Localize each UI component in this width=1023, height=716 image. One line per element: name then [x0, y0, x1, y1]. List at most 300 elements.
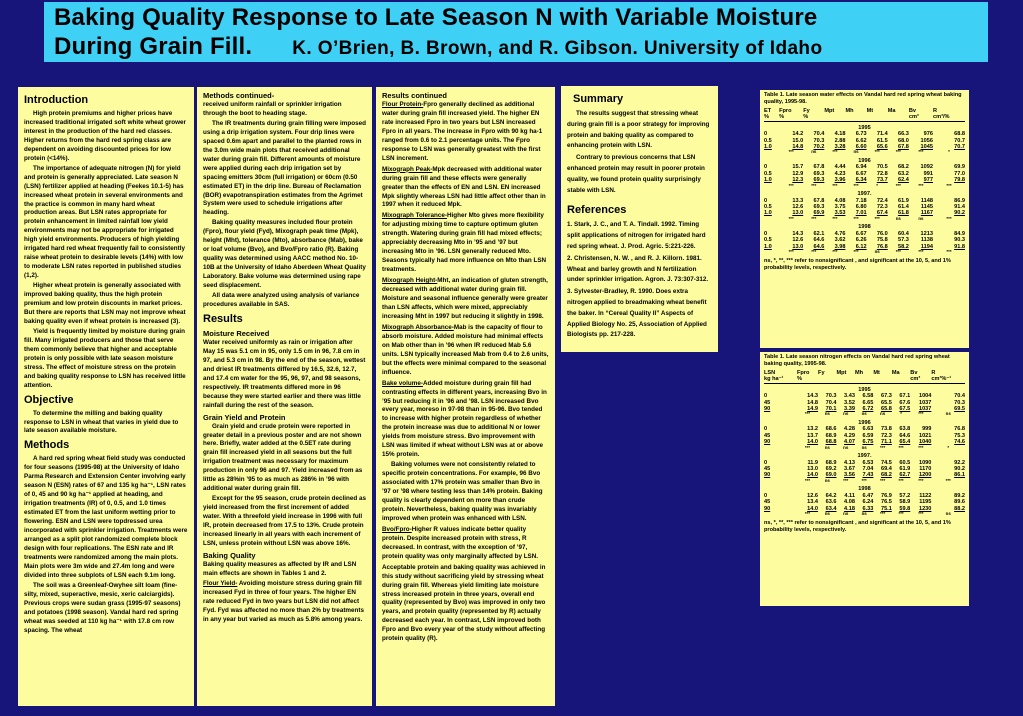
table-cell: 70.3 [813, 137, 825, 144]
table-cell: *** [895, 149, 901, 155]
table-cell: 68.2 [880, 472, 892, 479]
table-cell: ns [824, 411, 830, 417]
table-units-row [764, 114, 965, 121]
table-cell: Mh [845, 108, 854, 114]
table-cell: 6.47 [862, 492, 874, 499]
table-cell: 3.67 [844, 466, 855, 473]
mixograph-height-text: Mht, an indication of gluten strength, decreased with additional water during grain fill. Moisture and seasonal influence generally were greater than LSN affects, which were mixed, appreciably increasing Mht in 1997 but reducing it slightly in 1998. [382, 277, 548, 320]
table-cell: 12.6 [792, 204, 804, 211]
table-cell: 62.1 [813, 230, 825, 237]
flour-yield-label: Flour Yield- [203, 579, 238, 587]
table-cell: kg ha⁻¹ [764, 376, 797, 383]
intro-paragraph: Yield is frequently limited by moisture during grain fill. Many irrigated producers and those that serve them commonly believe that higher and acceptable protein is only possible with late season moisture stress. The effect of moisture stress on the protein and baking quality response to LSN has received little attention. [24, 327, 186, 389]
table-cell: ns [843, 511, 849, 517]
table-cell: 14.3 [792, 230, 804, 237]
table-cell: 70.3 [825, 393, 837, 400]
table-cell: 67.8 [897, 144, 909, 151]
table-cell: 4.08 [834, 197, 846, 204]
table1-note: ns, *, **, *** refer to nonsignificant , and significant at the 10, 5, and 1% probability levels, respectively. [764, 257, 951, 271]
intro-paragraph: The importance of adequate nitrogen (N) for yield and protein is generally appreciated. Late season N (LSN) fertilizer applied at heading (Feekes 10.1-5) has increased wheat protein in several environments and the practice is common in many hard wheat production areas. But LSN rates appropriate for protein enhancement in limited rainfall low yield environments may not be appropriate for irrigated high yield environments. Producers of high yielding irrigated hard red wheat frequently fail to consistently raise wheat protein to desirable levels (14%) with low to moderate LSN rates reported in published studies (1,2). [24, 164, 185, 280]
results-paragraph: Baking quality measures as affected by IR and LSN main effects are shown in Tables 1 and 2. [203, 560, 357, 577]
table-cell: 72.8 [876, 170, 888, 177]
table-cell: 4.13 [844, 459, 855, 466]
table-cell: *** [874, 215, 880, 221]
table-cell: ET [764, 108, 772, 114]
table-cell: 6.67 [855, 170, 867, 177]
results-paragraph [382, 101, 549, 164]
table-cell: 1037 [918, 399, 932, 406]
table-cell: *** [832, 249, 838, 255]
table-cell: 1.0 [764, 243, 772, 250]
table-cell: 3.75 [834, 204, 846, 211]
table-cell: * [947, 444, 950, 450]
table-cell: 70.4 [954, 393, 965, 400]
table-cell: *** [898, 511, 904, 517]
bvo-fpro-text: Higher R values indicate better quality protein. Despite increased protein with stress, R decreased. In contrast, with the exception of ’97, protein quality was only marginally affected by LSN. [382, 525, 539, 560]
table-cell: 0.5 [764, 204, 772, 211]
table-cell: 90.2 [954, 210, 965, 217]
table-cell [867, 114, 888, 121]
table-cell: 64.6 [813, 237, 825, 244]
table-cell: 0 [764, 197, 768, 204]
table-cell: cm³/% [933, 114, 965, 121]
table-year-row [764, 417, 965, 426]
table-cell: 0 [764, 426, 768, 433]
table-cell: 58.2 [897, 243, 909, 250]
table-cell: 14.3 [807, 393, 819, 400]
table-cell: Fpro [796, 370, 810, 376]
results-paragraph: Baking volumes were not consistently related to specific protein concentrations. For example, 96 Bvo associated with 17% protein was smaller than Bvo in ’97 or ’98 where testing less than 14% protein. Baking quality is clearly dependent on more than crude protein. Nevertheless, baking quality was invariably improved when protein was enhanced with LSN. [382, 461, 543, 522]
table-cell: cm³ [910, 376, 931, 383]
table-year-label: 1995 [858, 124, 871, 131]
intro-paragraph: High protein premiums and higher prices have increased traditional irrigated soft white wheat grower interest in the production of the hard red classes. Higher returns from the hard red spring class are dependent on avoiding discounted prices for low protein (<14%). [24, 110, 187, 162]
table-cell: 13.3 [792, 197, 804, 204]
mixograph-absorbance-text: Mab is the capacity of flour to absorb moisture. Added moisture had minimal effects on Mab other than in ’96 when IR reduced Mab 5.6 units. LSN typically increased Mab from 0.4 to 2.6 units, but the effects were minimal compared to the seasonal influence. [382, 323, 549, 376]
table-cell: ns [853, 149, 859, 155]
table-cell: *** [843, 477, 849, 483]
table-cell: *** [895, 182, 901, 188]
table-cell: ns [861, 511, 867, 517]
table-cell: 0 [764, 393, 768, 400]
table-cell: 6.65 [862, 399, 874, 406]
table-cell: 75.8 [876, 237, 888, 244]
table-significance-row [764, 250, 965, 255]
table-cell: 90 [764, 406, 771, 413]
table-cell: 45 [764, 432, 771, 439]
table-cell [824, 114, 845, 121]
table-cell: 4.07 [844, 439, 855, 446]
table-cell: ns [824, 477, 830, 483]
mixograph-peak-text: Mpk decreased with additional water during grain fill and these effects were generally greater than the effects of EN and LSN. EN increased Mpk slightly whereas LSN had little affect other than in 1997 when it reduced Mpk. [382, 165, 546, 209]
table-cell: Ma [891, 370, 900, 376]
table-cell [764, 250, 779, 255]
table-cell: ns [824, 511, 830, 517]
table-cell: Bv [910, 370, 918, 376]
table-cell: 13.7 [807, 432, 819, 439]
table-cell: 65.8 [880, 406, 892, 413]
table-cell: 89.2 [954, 492, 965, 499]
table-cell: *** [804, 511, 811, 517]
table-year-label: 1998 [858, 486, 871, 493]
table-cell: 13.2 [807, 426, 819, 433]
table-cell: 63.6 [825, 499, 837, 506]
table-cell: 1194 [920, 243, 933, 250]
table-cell: R [931, 370, 936, 376]
table-year-label: 1996 [858, 158, 871, 165]
table-cell: 70.3 [954, 399, 965, 406]
table-cell: 90.2 [954, 466, 965, 473]
table-cell: 6.34 [855, 177, 867, 184]
column-results-continued [376, 87, 555, 706]
table-cell: 3.98 [834, 243, 846, 250]
mixograph-absorbance-label: Mixograph Absorbance- [382, 323, 454, 331]
table-cell: *** [898, 444, 904, 450]
table-cell: 6.59 [862, 432, 874, 439]
table-cell: 59.8 [899, 505, 911, 512]
table-cell: 89.6 [954, 499, 965, 506]
table-cell: 3.96 [834, 177, 846, 184]
mixograph-tolerance-label: Mixograph Tolerance- [382, 212, 447, 220]
table-cell: Ma [887, 108, 896, 114]
table-cell: *** [946, 215, 952, 221]
table-cell: 0.5 [764, 237, 772, 244]
table-cell: 15.0 [792, 137, 804, 144]
table-cell: 6.94 [855, 164, 867, 171]
table-cell: 14.0 [807, 505, 819, 512]
references-heading: References [567, 204, 627, 217]
table-cell: *** [918, 477, 924, 483]
table-cell: 67.3 [880, 393, 892, 400]
table-year-row [764, 155, 965, 164]
table-cell: 4.11 [844, 492, 855, 499]
table-cell: 84.9 [954, 230, 965, 237]
table-cell: ns [874, 249, 880, 255]
table-cell: 1195 [919, 499, 932, 506]
table-cell: 45 [764, 399, 771, 406]
table-cell: 12.6 [792, 237, 804, 244]
table-cell: 1170 [919, 466, 932, 473]
table-year-label: 1996 [858, 420, 871, 427]
table-cell: 67.8 [813, 197, 825, 204]
table-cell: *** [874, 149, 880, 155]
results-paragraph [382, 277, 549, 322]
table-cell: 4.08 [844, 499, 855, 506]
table-cell: 68.0 [897, 137, 909, 144]
table-cell: 7.01 [855, 210, 867, 217]
table2-caption: Table 1. Late season nitrogen effects on Vandal hard red spring wheat baking quality, 1995-98. [764, 354, 950, 367]
results-paragraph: Water received uniformly as rain or irrigation after May 15 was 5.1 cm in 95, only 1.5 cm in 96, 7.8 cm in 97, and 5.3 cm in 98. By the end of the season, wettest and driest IR treatments differed by 16.5, 32.6, 12.7, and 17.4 cm water for the 95, 96, 97, and 98 seasons, respectively. IR treatments differed more in 96 because they were started earlier and there was little rainfall during the rest of the season. [203, 338, 366, 409]
summary-paragraph: The results suggest that stressing wheat during grain fill is a poor strategy for improving protein and baking quality as compared to enhancing protein with LSN. [567, 110, 710, 150]
column-summary-references [561, 86, 718, 352]
table-year-row [764, 383, 965, 393]
table-cell: *** [918, 249, 924, 255]
results-paragraph [382, 526, 549, 562]
table-cell: 77.0 [954, 170, 965, 177]
table-cell: *** [895, 249, 901, 255]
table-year-row [764, 221, 965, 230]
table-cell: 13.4 [807, 499, 819, 506]
table-cell: *** [788, 215, 794, 221]
table-cell: R [933, 108, 938, 114]
moisture-received-heading: Moisture Received [203, 328, 270, 338]
table-cell: 13.0 [807, 466, 819, 473]
table-cell: 73.8 [880, 426, 892, 433]
table-cell: 0.5 [764, 137, 772, 144]
table-cell: 6.73 [855, 131, 867, 138]
table-cell: 1145 [920, 204, 933, 211]
table-cell: 13.0 [792, 243, 804, 250]
table-cell: 70.4 [825, 399, 837, 406]
table-cell: *** [880, 511, 886, 517]
table-cell: 1148 [920, 197, 933, 204]
table-cell: 68.9 [825, 459, 837, 466]
table-cell: cm³%⁻¹ [931, 376, 965, 383]
table-cell: *** [811, 249, 817, 255]
table-cell: 12.9 [792, 170, 804, 177]
table-year-label: 1998 [858, 224, 871, 231]
table-cell: 90.3 [954, 237, 965, 244]
table-cell: 67.1 [899, 393, 911, 400]
bake-volume-label: Bake volume- [382, 379, 423, 387]
table-cell: *** [946, 249, 952, 255]
table-cell: Bv [908, 108, 916, 114]
table-cell: *** [804, 411, 811, 417]
table-cell: 70.2 [813, 144, 825, 151]
table-cell: 76.8 [954, 426, 965, 433]
column-introduction [18, 87, 194, 706]
table-cell: *** [853, 249, 859, 255]
table2 [764, 370, 965, 517]
table-cell: *** [832, 149, 838, 155]
table-cell: 70.7 [954, 144, 965, 151]
table-cell: *** [811, 182, 817, 188]
table-cell: 4.29 [844, 432, 855, 439]
table-cell: 1045 [920, 144, 933, 151]
table-cell: 1213 [920, 230, 933, 237]
baking-quality-heading: Baking Quality [203, 550, 256, 560]
table-cell: 68.9 [825, 432, 837, 439]
table-cell: ns [824, 444, 830, 450]
results-paragraph: Except for the 95 season, crude protein declined as yield increased from the first increment of added water. With a threefold yield increase in 1996 with full IR, protein decreased from 17.5 to 13%. Crude protein increased linearly in all years with each increment of LSN, unless protein without LSN was above 16%. [203, 495, 366, 547]
table-cell: 1.0 [764, 144, 772, 151]
table-cell: Mh [854, 370, 864, 376]
table-cell: *** [788, 182, 794, 188]
table-cell: 57.3 [897, 237, 909, 244]
table-cell: 6.75 [862, 439, 874, 446]
table-cell: 0 [764, 459, 768, 466]
table-cell: 61.9 [897, 197, 909, 204]
table-cell: 14.2 [792, 131, 804, 138]
table-cell: 71.1 [880, 439, 892, 446]
table-cell [818, 376, 836, 383]
table-cell: 69.9 [813, 210, 825, 217]
table-cell: 67.5 [899, 406, 911, 413]
table-cell: 3.39 [844, 406, 855, 413]
table-cell: *** [804, 444, 811, 450]
table-cell: 977 [923, 177, 933, 184]
table-cell: % [779, 114, 803, 121]
table-cell: 6.12 [855, 243, 867, 250]
table1-panel [760, 90, 969, 348]
table-cell: Mt [873, 370, 880, 376]
summary-heading: Summary [573, 93, 624, 105]
table-cell: LSN [764, 370, 776, 376]
methods-paragraph: A hard red spring wheat field study was conducted for four seasons (1995-98) at the University of Idaho Parma Research and Extension Center involving early season N (ESN) rates of 67 and 135 kg ha⁻¹, LSN rates of 0, 45 and 90 kg ha⁻¹ applied at heading, and irrigation treatments (IR) of 0, 0.5, and 1.0 times estimated ET from the last uniform wetting prior to flowering. ESN and LSN were topdressed urea incorporated with sprinkler irrigation. Treatments were arranged as a split plot randomized complete block design with four replications. The ESN rate and IR treatments were randomized among the main plots. Main plots were 3m wide and 27.4m long and were divided into three subplots of LSN each 9.1m long. [24, 455, 188, 579]
table-cell: 69.3 [813, 170, 825, 177]
table-cell: 64.2 [825, 492, 837, 499]
mixograph-tolerance-text: Higher Mto gives more flexibility for adjusting mixing time to capture optimum gluten strength. Watering during grain fill had mixed effects; appreciably decreasing Mto in ’95 and ’97 but increasing Mto in ’96. LSN generally reduced Mto. Seasons typically had more influence on Mto than LSN treatments. [382, 212, 547, 274]
table-cell: 69.3 [813, 177, 825, 184]
table-cell: ns [918, 215, 924, 221]
summary-paragraph: Contrary to previous concerns that LSN enhanced protein may result in poorer protein quality, we found protein quality surprisingly stable with LSN. [567, 154, 705, 194]
mixograph-height-label: Mixograph Height- [382, 277, 438, 285]
table-cell [892, 376, 910, 383]
table2-panel [760, 352, 969, 606]
results-continued-heading: Results continued [382, 91, 448, 100]
table-cell: 76.5 [880, 499, 892, 506]
methods-paragraph: Baking quality measures included flour protein (Fpro), flour yield (Fyd), Mixograph peak time (Mpk), height (Mht), tolerance (Mto), absorbance (Mab), bake or loaf volume (Bvo), and Bvo/Fpro ratio (R). Baking quality was determined using AACC method No. 10-10B at the University of Idaho Aberdeen Wheat Quality Laboratory. Bake volume was determined using rape seed displacement. [203, 219, 366, 290]
table-cell: *** [918, 444, 924, 450]
table-cell: 14.9 [807, 406, 819, 413]
table-cell: *** [853, 182, 859, 188]
table-cell: *** [918, 511, 924, 517]
table-cell: 69.4 [880, 466, 892, 473]
results-paragraph [382, 166, 549, 211]
table-cell: 0 [764, 131, 768, 138]
table-cell: 11.9 [807, 459, 819, 466]
table-cell: 75.1 [880, 505, 892, 512]
table-cell: * [948, 149, 950, 155]
table-cell: 3.28 [834, 144, 846, 151]
table-cell: 60.4 [897, 230, 909, 237]
table-cell [764, 512, 797, 517]
methods-heading: Methods [24, 439, 70, 452]
mixograph-peak-label: Mixograph Peak- [382, 165, 433, 173]
objective-paragraph: To determine the milling and baking quality response to LSN in wheat that varies in yield due to late season available moisture. [24, 409, 179, 435]
table-cell: 6.58 [862, 393, 874, 400]
table-cell: 3.52 [844, 399, 855, 406]
table-cell: 3.56 [844, 472, 855, 479]
table-cell: 58.9 [899, 499, 911, 506]
table-cell: ns [811, 149, 817, 155]
table-cell: *** [945, 477, 951, 483]
table-cell: 4.18 [834, 131, 846, 138]
table-cell: 72.4 [876, 197, 888, 204]
table-cell: 91.8 [954, 243, 965, 250]
table-cell: 7.43 [862, 472, 874, 479]
table-cell: 71.4 [876, 131, 888, 138]
table-cell: 999 [922, 426, 932, 433]
table-cell: 61.8 [897, 210, 909, 217]
table-cell: 976 [923, 131, 933, 138]
poster-title-banner [44, 2, 988, 62]
table-cell: 61.9 [899, 466, 911, 473]
table-cell: *** [946, 182, 952, 188]
bake-volume-text: Added moisture during grain fill had contrasting effects in different years, increasing Bvo in ’95 but reducing it in ’96 and ’98. LSN increased Bvo every year, moreso in 97-98 than in 95-96. Bvo tended to increase with higher protein regardless of whether the protein increase was due to additional N or lower yields from moisture stress. Bvo improvement with LSN was limited if wheat without LSN was at or above 15% protein. [382, 379, 547, 459]
table-year-label: 1995 [858, 386, 871, 393]
table-cell: 6.60 [855, 144, 867, 151]
table-cell: *** [832, 215, 838, 221]
table-cell: Mpt [836, 370, 847, 376]
table-cell: 3.62 [834, 237, 846, 244]
table-cell: ns [945, 411, 951, 417]
table-cell: 6.63 [862, 426, 874, 433]
table-cell: 86.1 [954, 472, 965, 479]
poster-title-line2 [54, 32, 980, 63]
table-cell: 3.43 [844, 393, 855, 400]
table-cell: 68.2 [897, 164, 909, 171]
table-cell: 1056 [920, 137, 933, 144]
table-cell: 13.0 [792, 210, 804, 217]
table-cell: ns [861, 411, 867, 417]
table-cell: 14.8 [807, 399, 819, 406]
table-cell: 1092 [920, 164, 933, 171]
table-cell: 67.4 [876, 210, 888, 217]
results-paragraph [382, 380, 549, 461]
table-cell: *** [804, 477, 811, 483]
table-year-row [764, 188, 965, 197]
table-cell: 74.5 [880, 459, 892, 466]
table-significance-row [764, 512, 965, 517]
table1-caption: Table 1. Late season water effects on Vandal hard red spring wheat baking quality, 1995-98. [764, 92, 962, 105]
reference-item: 2. Christensen, N. W. , and R. J. Killorn. 1981. Wheat and barley growth and N fertilization under sprinkler irrigation. Agron. J. 73:307-312. [567, 254, 709, 284]
table-cell: 70.7 [954, 137, 965, 144]
table-cell: * [876, 182, 879, 188]
table-cell: 1200 [918, 472, 932, 479]
table-cell: 65.4 [899, 439, 911, 446]
table-cell: 1004 [918, 393, 932, 400]
table-cell: 1090 [918, 459, 932, 466]
table-cell: 4.18 [844, 505, 855, 512]
table-cell: *** [788, 249, 794, 255]
table-cell: 6.67 [855, 230, 867, 237]
table-cell: ns [843, 444, 849, 450]
table-cell: ns [861, 444, 867, 450]
table-cell: 62.7 [899, 472, 911, 479]
reference-item: 1. Stark, J. C., and T. A. Tindall. 1992. Timing split applications of nitrogen for irrigated hard red spring wheat. J. Prod. Agric. 5:221-226. [567, 221, 706, 250]
table-cell: 7.18 [855, 197, 867, 204]
table-cell: *** [918, 149, 924, 155]
table-cell: *** [898, 477, 904, 483]
objective-heading: Objective [24, 393, 74, 406]
table-cell: 45 [764, 499, 771, 506]
table-cell: 1122 [919, 492, 932, 499]
table-cell: 73.7 [876, 177, 888, 184]
table-year-row [764, 450, 965, 459]
flour-protein-label: Flour Protein- [382, 101, 424, 108]
table-cell [855, 376, 873, 383]
table-cell: *** [811, 215, 817, 221]
table-cell: % [803, 114, 824, 121]
table-cell: 79.8 [954, 177, 965, 184]
table-cell: 90 [764, 472, 771, 479]
table-cell: 63.2 [897, 170, 909, 177]
table-cell: ns [945, 511, 951, 517]
table-cell: *** [832, 182, 838, 188]
table-cell: 88.2 [954, 505, 965, 512]
table-cell: 1037 [918, 406, 932, 413]
intro-heading: Introduction [24, 94, 89, 106]
table-cell: 45 [764, 466, 771, 473]
table-cell: 76.9 [880, 492, 892, 499]
column-methods-results [197, 87, 372, 706]
table-cell: 0 [764, 164, 768, 171]
table-cell [836, 376, 854, 383]
table1 [764, 108, 965, 255]
bvo-fpro-label: Bvo/Fpro- [382, 525, 412, 533]
table-cell: 68.6 [825, 426, 837, 433]
table-cell: Fy [803, 108, 810, 114]
